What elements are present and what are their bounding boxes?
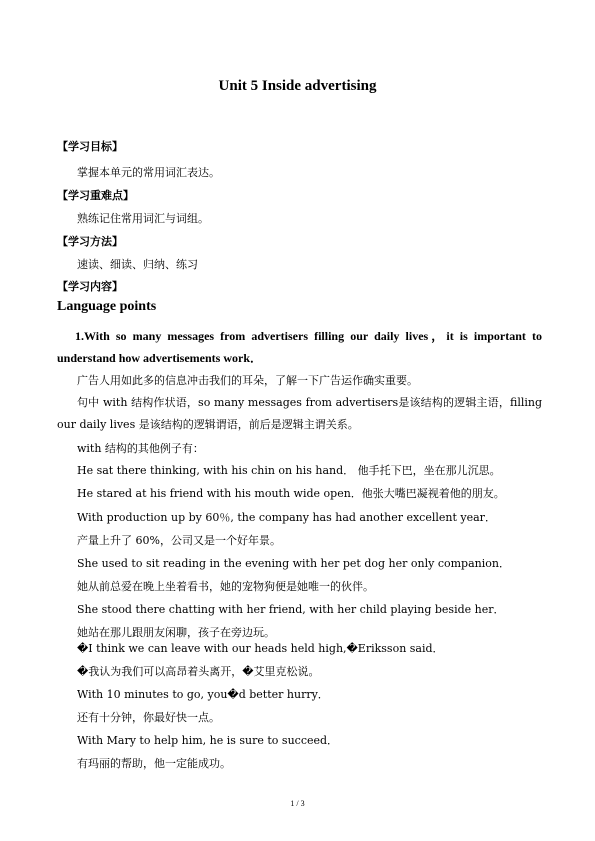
point-analysis: 句中 with 结构作状语，so many messages from advertisers是该结构的逻辑主语，filling our daily lives 是该结构的逻辑谓语，前后是逻辑主谓关系。 [57,396,542,431]
language-points-title: Language points [57,299,157,314]
example-line: 还有十分钟，你最好快一点。 [77,711,220,724]
example-line: �I think we can leave with our heads held high,�Eriksson said． [77,642,444,655]
example-line: He sat there thinking, with his chin on his hand． 他手托下巴，坐在那儿沉思。 [77,464,501,477]
section-method-header: 【学习方法】 [57,235,123,248]
section-key-header: 【学习重难点】 [57,189,134,202]
example-line: With Mary to help him, he is sure to succeed． [77,734,339,747]
point-translation: 广告人用如此多的信息冲击我们的耳朵，了解一下广告运作确实重要。 [77,374,418,387]
example-line: She used to sit reading in the evening with her pet dog her only companion． [77,557,510,570]
page-title: Unit 5 Inside advertising [218,78,377,94]
example-line: 她站在那儿跟朋友闲聊，孩子在旁边玩。 [77,626,275,639]
example-line: 产量上升了 60%，公司又是一个好年景。 [77,534,281,547]
section-goal-text: 掌握本单元的常用词汇表达。 [77,166,220,179]
section-content-header: 【学习内容】 [57,280,123,293]
section-key-text: 熟练记住常用词汇与词组。 [77,212,209,225]
example-line: 她从前总爱在晚上坐着看书，她的宠物狗便是她唯一的伙伴。 [77,580,374,593]
page-number: 1 / 3 [290,799,305,808]
example-line: He stared at his friend with his mouth wide open．他张大嘴巴凝视着他的朋友。 [77,487,505,500]
point-heading: 1.With so many messages from advertisers filling our daily lives，it is important to understand how advertisements work． [57,329,542,365]
example-line: �我认为我们可以高昂着头离开，�艾里克松说。 [77,665,320,678]
example-line: She stood there chatting with her friend, with her child playing beside her． [77,603,505,616]
section-goal-header: 【学习目标】 [57,140,123,153]
example-line: With production up by 60％, the company has had another excellent year． [77,511,496,524]
example-line: 有玛丽的帮助，他一定能成功。 [77,757,231,770]
examples-intro: with 结构的其他例子有： [77,442,204,455]
section-method-text: 速读、细读、归纳、练习 [77,258,198,271]
example-line: With 10 minutes to go, you�d better hurry． [77,688,329,701]
